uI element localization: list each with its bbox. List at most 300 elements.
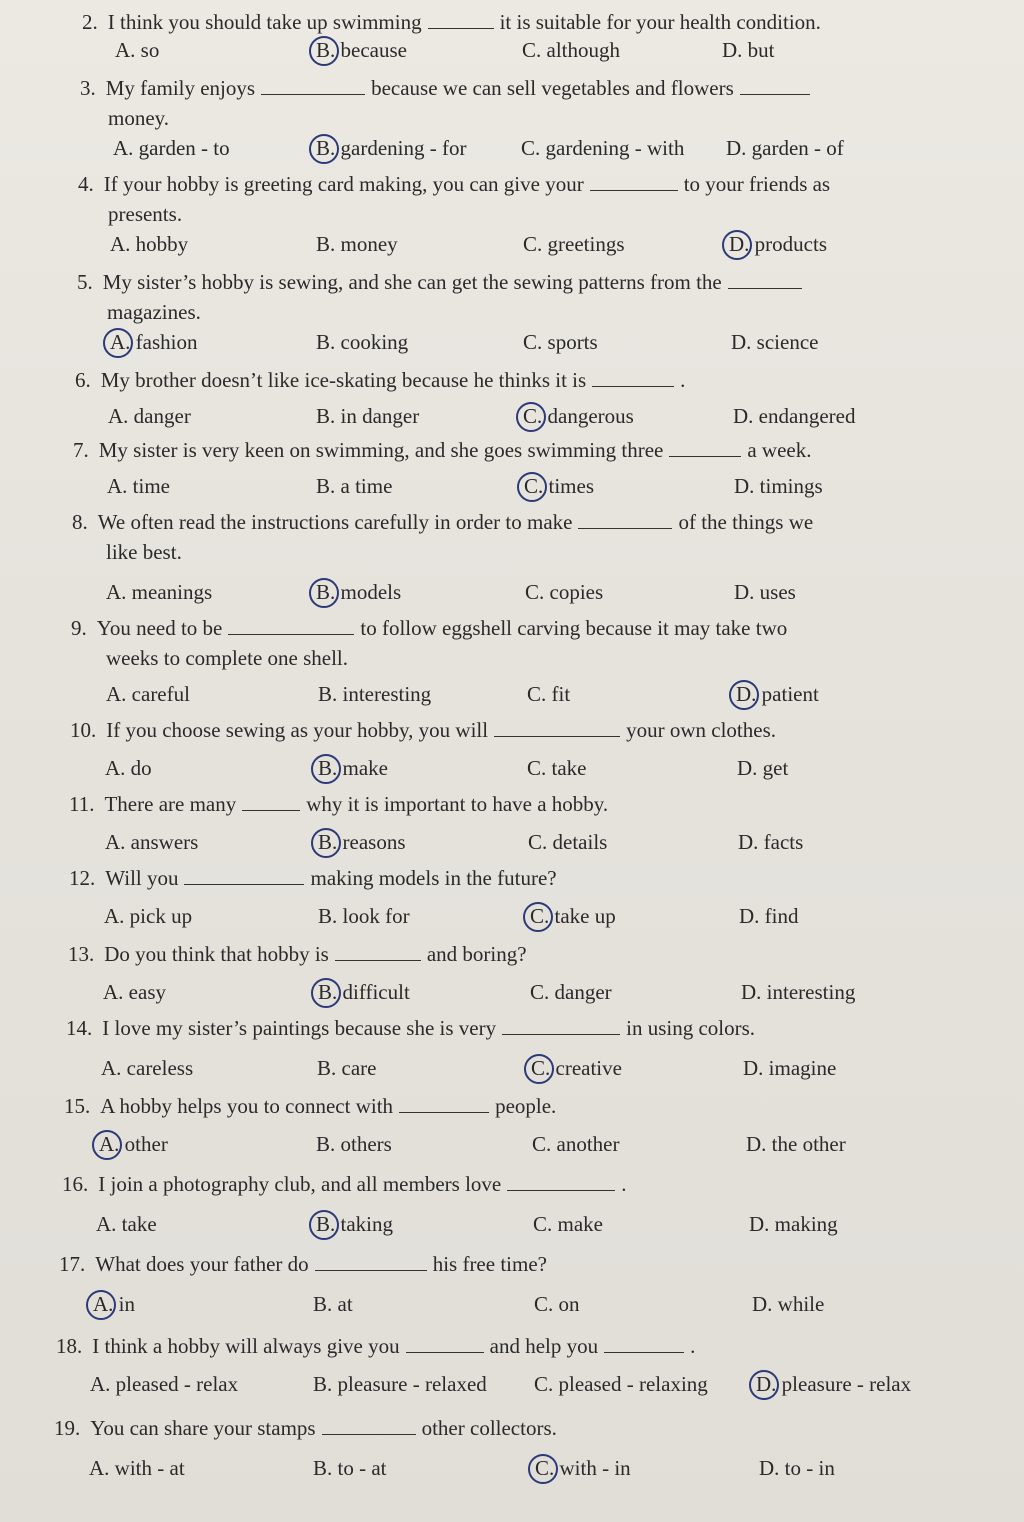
answer-option bbox=[522, 34, 620, 66]
answer-circle-mark bbox=[524, 1054, 554, 1084]
question-text: If you choose sewing as your hobby, you will bbox=[106, 718, 489, 742]
option-letter: B. bbox=[318, 756, 343, 780]
option-letter: C. bbox=[530, 980, 555, 1004]
question-text: You need to be bbox=[96, 616, 223, 640]
question-stem bbox=[54, 1412, 557, 1444]
option-letter: C. bbox=[528, 830, 553, 854]
answer-option bbox=[89, 1452, 185, 1484]
question-text: You can share your stamps bbox=[90, 1416, 316, 1440]
option-letter: B. bbox=[318, 682, 343, 706]
question-text: Do you think that hobby is bbox=[104, 942, 329, 966]
option-letter: C. bbox=[534, 1292, 559, 1316]
option-text: gardening - with bbox=[545, 136, 685, 160]
option-text: easy bbox=[128, 980, 166, 1004]
option-text: danger bbox=[133, 404, 191, 428]
answer-circle-mark bbox=[517, 472, 547, 502]
question-stem bbox=[69, 862, 557, 894]
option-text: because bbox=[340, 38, 407, 62]
answer-option bbox=[523, 326, 598, 358]
answer-option bbox=[527, 752, 587, 784]
option-letter: C. bbox=[527, 756, 552, 780]
answer-circle-mark bbox=[309, 36, 339, 66]
option-text: garden - of bbox=[751, 136, 844, 160]
question-stem bbox=[62, 1168, 626, 1200]
option-letter: C. bbox=[522, 38, 547, 62]
option-text: models bbox=[340, 580, 402, 604]
option-letter: D. bbox=[726, 136, 752, 160]
answer-option bbox=[313, 1288, 353, 1320]
answer-blank bbox=[740, 76, 810, 95]
answer-option bbox=[741, 976, 855, 1008]
question-number: 19. bbox=[54, 1416, 81, 1440]
question-text: . bbox=[680, 368, 686, 392]
option-letter: B. bbox=[316, 474, 341, 498]
option-text: facts bbox=[763, 830, 804, 854]
option-text: garden - to bbox=[138, 136, 230, 160]
answer-option bbox=[743, 1052, 836, 1084]
question-text: your own clothes. bbox=[626, 718, 776, 742]
option-letter: D. bbox=[737, 756, 763, 780]
question-text: in using colors. bbox=[626, 1016, 756, 1040]
option-letter: C. bbox=[523, 330, 548, 354]
option-letter: B. bbox=[316, 1132, 341, 1156]
answer-option bbox=[521, 132, 684, 164]
question-text: We often read the instructions carefully in order to make bbox=[97, 510, 573, 534]
answer-option bbox=[734, 470, 823, 502]
answer-option bbox=[530, 976, 612, 1008]
answer-blank bbox=[428, 10, 494, 29]
question-text: a week. bbox=[747, 438, 812, 462]
question-text: to your friends as bbox=[683, 172, 831, 196]
answer-blank bbox=[261, 76, 365, 95]
question-continuation: weeks to complete one shell. bbox=[106, 646, 349, 670]
option-letter: B. bbox=[316, 1212, 341, 1236]
question-text: I think you should take up swimming bbox=[107, 10, 422, 34]
answer-option bbox=[749, 1208, 838, 1240]
answer-option bbox=[113, 132, 230, 164]
question-number: 5. bbox=[77, 270, 93, 294]
question-text: I think a hobby will always give you bbox=[92, 1334, 400, 1358]
answer-option bbox=[104, 900, 192, 932]
answer-option bbox=[746, 1128, 846, 1160]
option-text: to - in bbox=[784, 1456, 835, 1480]
option-text: take up bbox=[554, 904, 616, 928]
question-text: My family enjoys bbox=[105, 76, 256, 100]
answer-option bbox=[523, 400, 634, 432]
option-letter: D. bbox=[733, 404, 759, 428]
answer-circle-mark bbox=[309, 1210, 339, 1240]
option-text: science bbox=[756, 330, 819, 354]
option-letter: D. bbox=[756, 1372, 782, 1396]
option-text: hobby bbox=[135, 232, 189, 256]
question-continuation: like best. bbox=[106, 540, 182, 564]
question-number: 3. bbox=[80, 76, 96, 100]
option-letter: B. bbox=[316, 232, 341, 256]
question-number: 9. bbox=[71, 616, 87, 640]
option-letter: B. bbox=[316, 330, 341, 354]
option-letter: B. bbox=[317, 1056, 342, 1080]
question-number: 13. bbox=[68, 942, 95, 966]
question-text: because we can sell vegetables and flowers bbox=[371, 76, 734, 100]
answer-circle-mark bbox=[86, 1290, 116, 1320]
answer-option bbox=[534, 1288, 580, 1320]
option-letter: D. bbox=[743, 1056, 769, 1080]
answer-option bbox=[316, 576, 401, 608]
answer-option bbox=[316, 1128, 392, 1160]
answer-option bbox=[318, 900, 410, 932]
question-stem bbox=[72, 506, 813, 538]
question-number: 2. bbox=[82, 10, 98, 34]
answer-option bbox=[318, 678, 431, 710]
option-text: others bbox=[340, 1132, 392, 1156]
option-text: interesting bbox=[766, 980, 856, 1004]
question-text: What does your father do bbox=[95, 1252, 309, 1276]
option-text: make bbox=[342, 756, 388, 780]
answer-blank bbox=[507, 1172, 615, 1191]
answer-option bbox=[105, 826, 198, 858]
answer-option bbox=[96, 1208, 157, 1240]
answer-circle-mark bbox=[103, 328, 133, 358]
answer-option bbox=[739, 900, 799, 932]
option-text: greetings bbox=[547, 232, 625, 256]
answer-blank bbox=[399, 1094, 489, 1113]
option-letter: C. bbox=[527, 682, 552, 706]
option-letter: B. bbox=[316, 404, 341, 428]
option-text: fit bbox=[551, 682, 571, 706]
question-number: 11. bbox=[69, 792, 95, 816]
option-letter: B. bbox=[313, 1292, 338, 1316]
option-letter: A. bbox=[107, 474, 133, 498]
option-letter: A. bbox=[110, 232, 136, 256]
option-letter: A. bbox=[96, 1212, 122, 1236]
question-text: My sister’s hobby is sewing, and she can get the sewing patterns from the bbox=[102, 270, 722, 294]
question-stem bbox=[82, 6, 821, 38]
answer-blank bbox=[406, 1334, 484, 1353]
answer-option bbox=[316, 132, 466, 164]
option-text: pleased - relax bbox=[115, 1372, 239, 1396]
option-letter: A. bbox=[106, 682, 132, 706]
option-letter: B. bbox=[313, 1372, 338, 1396]
answer-option bbox=[106, 576, 212, 608]
question-number: 6. bbox=[75, 368, 91, 392]
answer-option bbox=[99, 1128, 168, 1160]
question-number: 12. bbox=[69, 866, 96, 890]
option-letter: A. bbox=[99, 1132, 125, 1156]
answer-option bbox=[110, 228, 188, 260]
question-stem bbox=[75, 364, 685, 396]
answer-blank bbox=[502, 1016, 620, 1035]
answer-blank bbox=[494, 718, 620, 737]
option-text: pick up bbox=[129, 904, 193, 928]
answer-option bbox=[533, 1208, 603, 1240]
answer-option bbox=[527, 678, 570, 710]
option-letter: A. bbox=[93, 1292, 119, 1316]
answer-option bbox=[738, 826, 803, 858]
question-text: A hobby helps you to connect with bbox=[100, 1094, 394, 1118]
option-text: with - in bbox=[559, 1456, 631, 1480]
option-text: pleased - relaxing bbox=[558, 1372, 708, 1396]
question-stem bbox=[64, 1090, 556, 1122]
question-number: 4. bbox=[78, 172, 94, 196]
option-letter: C. bbox=[535, 1456, 560, 1480]
option-text: the other bbox=[771, 1132, 846, 1156]
option-letter: C. bbox=[534, 1372, 559, 1396]
question-stem bbox=[68, 938, 527, 970]
answer-option bbox=[524, 470, 594, 502]
answer-option bbox=[722, 34, 775, 66]
option-letter: B. bbox=[316, 580, 341, 604]
answer-option bbox=[759, 1452, 835, 1484]
option-letter: A. bbox=[101, 1056, 127, 1080]
question-text: My brother doesn’t like ice-skating because he thinks it is bbox=[100, 368, 587, 392]
answer-option bbox=[726, 132, 844, 164]
option-letter: A. bbox=[89, 1456, 115, 1480]
option-text: do bbox=[130, 756, 152, 780]
answer-option bbox=[115, 34, 159, 66]
option-text: at bbox=[337, 1292, 353, 1316]
question-number: 17. bbox=[59, 1252, 86, 1276]
option-letter: A. bbox=[113, 136, 139, 160]
question-number: 8. bbox=[72, 510, 88, 534]
answer-option bbox=[756, 1368, 911, 1400]
option-text: timings bbox=[759, 474, 823, 498]
answer-circle-mark bbox=[523, 902, 553, 932]
option-letter: A. bbox=[104, 904, 130, 928]
answer-blank bbox=[322, 1416, 416, 1435]
answer-option bbox=[107, 470, 170, 502]
answer-circle-mark bbox=[311, 828, 341, 858]
option-text: while bbox=[777, 1292, 825, 1316]
question-text: his free time? bbox=[432, 1252, 547, 1276]
option-letter: D. bbox=[749, 1212, 775, 1236]
option-letter: A. bbox=[108, 404, 134, 428]
question-continuation: magazines. bbox=[107, 300, 201, 324]
option-letter: A. bbox=[103, 980, 129, 1004]
option-letter: B. bbox=[318, 904, 343, 928]
option-letter: D. bbox=[734, 580, 760, 604]
option-text: products bbox=[754, 232, 827, 256]
answer-option bbox=[318, 826, 406, 858]
answer-blank bbox=[728, 270, 802, 289]
option-text: take bbox=[121, 1212, 157, 1236]
option-text: details bbox=[552, 830, 608, 854]
answer-option bbox=[734, 576, 796, 608]
option-text: interesting bbox=[342, 682, 432, 706]
answer-option bbox=[528, 826, 607, 858]
answer-option bbox=[110, 326, 198, 358]
option-text: pleasure - relaxed bbox=[337, 1372, 487, 1396]
question-text: . bbox=[621, 1172, 627, 1196]
option-text: sports bbox=[547, 330, 598, 354]
answer-option bbox=[525, 576, 603, 608]
question-text: There are many bbox=[104, 792, 237, 816]
answer-blank bbox=[578, 510, 672, 529]
option-letter: A. bbox=[90, 1372, 116, 1396]
question-stem bbox=[66, 1012, 755, 1044]
option-text: pleasure - relax bbox=[781, 1372, 912, 1396]
answer-blank bbox=[592, 368, 674, 387]
answer-circle-mark bbox=[309, 578, 339, 608]
question-stem bbox=[78, 168, 830, 200]
question-stem bbox=[80, 72, 816, 104]
question-stem bbox=[77, 266, 808, 298]
answer-option bbox=[531, 1052, 622, 1084]
answer-circle-mark bbox=[722, 230, 752, 260]
option-text: another bbox=[556, 1132, 620, 1156]
answer-option bbox=[313, 1452, 387, 1484]
question-stem bbox=[59, 1248, 547, 1280]
option-text: patient bbox=[761, 682, 819, 706]
answer-option bbox=[316, 470, 392, 502]
answer-blank bbox=[242, 792, 300, 811]
answer-circle-mark bbox=[528, 1454, 558, 1484]
option-text: gardening - for bbox=[340, 136, 467, 160]
option-letter: B. bbox=[316, 136, 341, 160]
answer-blank bbox=[604, 1334, 684, 1353]
question-text: If your hobby is greeting card making, you can give your bbox=[103, 172, 584, 196]
question-number: 16. bbox=[62, 1172, 89, 1196]
question-text: My sister is very keen on swimming, and she goes swimming three bbox=[98, 438, 664, 462]
answer-option bbox=[103, 976, 166, 1008]
option-text: endangered bbox=[758, 404, 856, 428]
option-letter: D. bbox=[722, 38, 748, 62]
option-text: careful bbox=[131, 682, 190, 706]
question-text: to follow eggshell carving because it may take two bbox=[360, 616, 788, 640]
option-letter: C. bbox=[523, 404, 548, 428]
answer-option bbox=[530, 900, 616, 932]
option-letter: D. bbox=[739, 904, 765, 928]
option-text: uses bbox=[759, 580, 796, 604]
option-letter: D. bbox=[746, 1132, 772, 1156]
option-letter: B. bbox=[313, 1456, 338, 1480]
option-text: making bbox=[774, 1212, 838, 1236]
question-text: of the things we bbox=[678, 510, 814, 534]
option-text: get bbox=[762, 756, 789, 780]
option-text: dangerous bbox=[547, 404, 634, 428]
option-letter: D. bbox=[731, 330, 757, 354]
question-text: I love my sister’s paintings because she is very bbox=[102, 1016, 497, 1040]
option-letter: C. bbox=[524, 474, 549, 498]
option-text: care bbox=[341, 1056, 377, 1080]
answer-blank bbox=[669, 438, 741, 457]
option-text: to - at bbox=[337, 1456, 387, 1480]
answer-circle-mark bbox=[311, 978, 341, 1008]
option-letter: D. bbox=[759, 1456, 785, 1480]
question-text: and help you bbox=[489, 1334, 599, 1358]
answer-option bbox=[316, 400, 419, 432]
answer-option bbox=[318, 976, 410, 1008]
option-text: fashion bbox=[135, 330, 198, 354]
question-text: it is suitable for your health condition. bbox=[499, 10, 821, 34]
question-continuation: presents. bbox=[108, 202, 183, 226]
option-letter: D. bbox=[734, 474, 760, 498]
option-letter: C. bbox=[531, 1056, 556, 1080]
option-text: look for bbox=[342, 904, 410, 928]
question-stem bbox=[70, 714, 776, 746]
answer-option bbox=[316, 34, 407, 66]
option-letter: D. bbox=[752, 1292, 778, 1316]
question-text: people. bbox=[495, 1094, 557, 1118]
answer-option bbox=[316, 1208, 393, 1240]
option-text: copies bbox=[549, 580, 604, 604]
option-letter: C. bbox=[523, 232, 548, 256]
option-letter: D. bbox=[736, 682, 762, 706]
option-text: danger bbox=[554, 980, 612, 1004]
answer-option bbox=[318, 752, 388, 784]
option-letter: D. bbox=[741, 980, 767, 1004]
question-continuation: money. bbox=[108, 106, 170, 130]
answer-blank bbox=[184, 866, 304, 885]
answer-option bbox=[729, 228, 827, 260]
answer-circle-mark bbox=[311, 754, 341, 784]
answer-option bbox=[736, 678, 819, 710]
option-letter: B. bbox=[318, 980, 343, 1004]
option-letter: A. bbox=[106, 580, 132, 604]
option-text: with - at bbox=[114, 1456, 185, 1480]
answer-circle-mark bbox=[309, 134, 339, 164]
option-text: other bbox=[124, 1132, 168, 1156]
option-text: find bbox=[764, 904, 799, 928]
answer-option bbox=[316, 326, 408, 358]
option-text: creative bbox=[555, 1056, 622, 1080]
option-text: take bbox=[551, 756, 587, 780]
answer-option bbox=[534, 1368, 708, 1400]
question-text: why it is important to have a hobby. bbox=[306, 792, 609, 816]
answer-option bbox=[731, 326, 818, 358]
answer-blank bbox=[228, 616, 354, 635]
option-text: reasons bbox=[342, 830, 406, 854]
answer-option bbox=[313, 1368, 487, 1400]
answer-option bbox=[752, 1288, 824, 1320]
answer-option bbox=[93, 1288, 135, 1320]
answer-option bbox=[532, 1128, 620, 1160]
question-number: 18. bbox=[56, 1334, 83, 1358]
option-letter: B. bbox=[316, 38, 341, 62]
answer-option bbox=[101, 1052, 193, 1084]
option-text: careless bbox=[126, 1056, 194, 1080]
question-text: making models in the future? bbox=[310, 866, 557, 890]
answer-option bbox=[90, 1368, 238, 1400]
question-stem bbox=[73, 434, 811, 466]
answer-option bbox=[105, 752, 152, 784]
option-text: although bbox=[546, 38, 621, 62]
question-number: 7. bbox=[73, 438, 89, 462]
question-text: . bbox=[690, 1334, 696, 1358]
option-text: but bbox=[747, 38, 775, 62]
question-stem bbox=[56, 1330, 695, 1362]
option-text: make bbox=[557, 1212, 603, 1236]
question-stem bbox=[71, 612, 787, 644]
option-text: meanings bbox=[131, 580, 213, 604]
answer-blank bbox=[315, 1252, 427, 1271]
answer-option bbox=[108, 400, 191, 432]
option-text: money bbox=[340, 232, 398, 256]
answer-circle-mark bbox=[516, 402, 546, 432]
answer-blank bbox=[335, 942, 421, 961]
answer-circle-mark bbox=[92, 1130, 122, 1160]
option-letter: A. bbox=[115, 38, 141, 62]
option-letter: C. bbox=[525, 580, 550, 604]
answer-option bbox=[523, 228, 625, 260]
answer-option bbox=[317, 1052, 376, 1084]
option-text: in bbox=[118, 1292, 136, 1316]
answer-option bbox=[316, 228, 398, 260]
answer-circle-mark bbox=[729, 680, 759, 710]
question-text: Will you bbox=[105, 866, 179, 890]
option-text: in danger bbox=[340, 404, 420, 428]
answer-option bbox=[535, 1452, 631, 1484]
option-text: so bbox=[140, 38, 160, 62]
